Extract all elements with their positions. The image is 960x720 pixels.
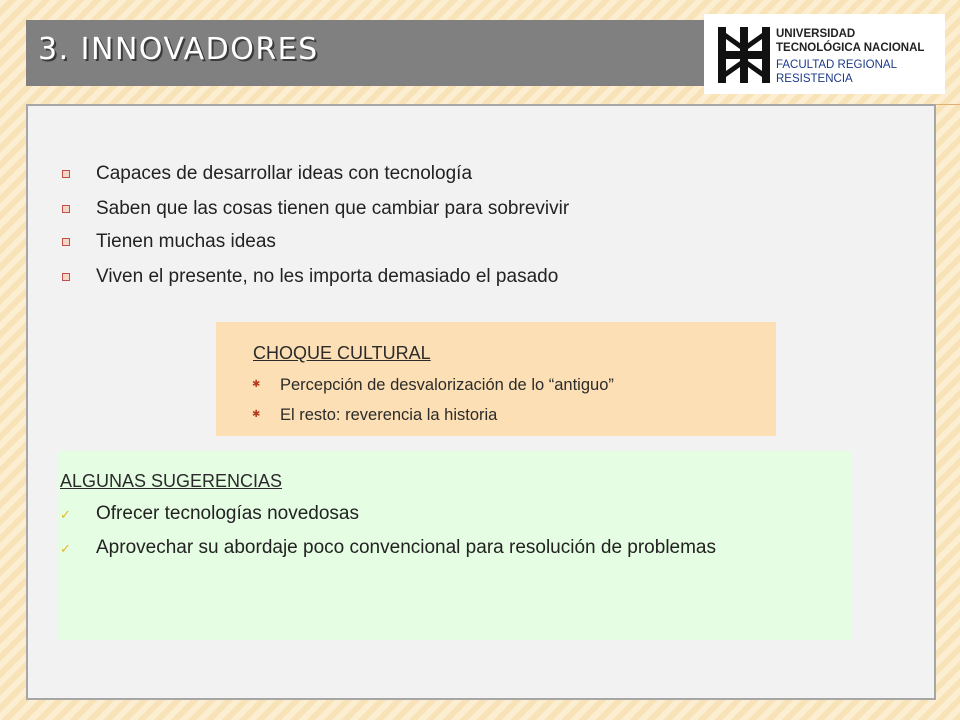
- sugerencias-box: [58, 451, 852, 640]
- star-bullet-icon: ✱: [252, 379, 261, 390]
- bullet-text: Capaces de desarrollar ideas con tecnología: [96, 163, 473, 184]
- logo-text-line-4: RESISTENCIA: [776, 73, 853, 85]
- logo-text-line-3: FACULTAD REGIONAL: [776, 59, 897, 71]
- sugerencia-text: Aprovechar su abordaje poco convencional para resolución de problemas: [96, 537, 716, 558]
- choque-item-text: El resto: reverencia la historia: [280, 406, 498, 424]
- square-bullet-icon: [62, 205, 70, 213]
- slide-title: 3. INNOVADORES: [38, 32, 319, 67]
- title-bar: [26, 20, 706, 86]
- university-logo: [704, 14, 945, 94]
- choque-item-text: Percepción de desvalorización de lo “antiguo”: [280, 376, 614, 394]
- sugerencia-item: [60, 537, 716, 559]
- checkmark-icon: ✓: [60, 507, 71, 522]
- bullet-list: [62, 163, 569, 301]
- choque-cultural-title: CHOQUE CULTURAL: [253, 343, 431, 363]
- list-item: [62, 198, 569, 231]
- utn-logo-icon: [718, 27, 770, 83]
- square-bullet-icon: [62, 170, 70, 178]
- bullet-text: Saben que las cosas tienen que cambiar para sobrevivir: [96, 198, 570, 219]
- sugerencia-item: [60, 503, 359, 525]
- choque-item: [252, 376, 614, 395]
- logo-text-line-1: UNIVERSIDAD: [776, 28, 856, 40]
- choque-cultural-box: [216, 322, 776, 436]
- square-bullet-icon: [62, 238, 70, 246]
- bullet-text: Viven el presente, no les importa demasiado el pasado: [96, 266, 559, 287]
- choque-item: [252, 406, 497, 425]
- star-bullet-icon: ✱: [252, 409, 261, 420]
- checkmark-icon: ✓: [60, 541, 71, 556]
- list-item: [62, 231, 569, 266]
- list-item: [62, 266, 569, 301]
- bullet-text: Tienen muchas ideas: [96, 231, 276, 252]
- sugerencia-text: Ofrecer tecnologías novedosas: [96, 503, 359, 524]
- sugerencias-title: ALGUNAS SUGERENCIAS: [60, 471, 283, 491]
- logo-text-line-2: TECNOLÓGICA NACIONAL: [776, 42, 925, 54]
- list-item: [62, 163, 569, 198]
- content-panel: [26, 104, 936, 700]
- square-bullet-icon: [62, 273, 70, 281]
